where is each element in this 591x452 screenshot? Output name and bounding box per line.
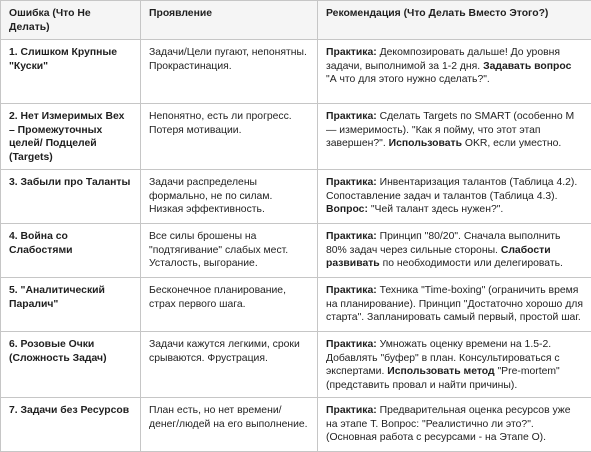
recommendation-emphasis: Практика: [326,111,377,122]
manifestation-cell: Задачи распределены формально, не по силам. Низкая эффективность. [141,170,318,224]
recommendation-cell [318,332,591,398]
recommendation-cell [318,224,591,278]
recommendation-text: Предварительная оценка ресурсов уже на этапе T. Вопрос: "Реалистично ли это?". (Основная работа с ресурсами - на Этапе O). [326,405,571,443]
manifestation-cell: План есть, но нет времени/денег/людей на его выполнение. [141,398,318,452]
recommendation-cell [318,278,591,332]
recommendation-emphasis: Использовать [389,138,462,149]
recommendation-emphasis: Практика: [326,405,377,416]
recommendation-emphasis: Вопрос: [326,204,368,215]
recommendation-emphasis: Практика: [326,285,377,296]
mistake-cell: 2. Нет Измеримых Вех – Промежуточных целей/ Подцелей (Targets) [1,104,141,170]
recommendation-text: по необходимости или делегировать. [380,258,563,269]
manifestation-cell: Задачи кажутся легкими, сроки срываются. Фрустрация. [141,332,318,398]
recommendation-emphasis: Практика: [326,231,377,242]
table-row [1,278,591,332]
recommendation-text: Принцип "80/20". Сначала выполнить 80% задач через сильные стороны. [326,231,560,256]
recommendation-text: Инвентаризация талантов (Таблица 4.2). Сопоставление задач и талантов (Таблица 4.3). [326,177,577,202]
recommendation-text: "Чей талант здесь нужен?". [368,204,503,215]
recommendation-cell [318,104,591,170]
recommendation-text: Декомпозировать дальше! До уровня задачи, выполнимой за 1-2 дня. [326,47,560,72]
recommendation-text: "А что для этого нужно сделать?". [326,74,490,85]
table-row [1,104,591,170]
mistake-cell: 6. Розовые Очки (Сложность Задач) [1,332,141,398]
table-row [1,332,591,398]
recommendation-cell [318,170,591,224]
recommendation-text: Сделать Targets по SMART (особенно M — измеримость). "Как я пойму, что этот этап завершен?". [326,111,574,149]
manifestation-cell: Все силы брошены на "подтягивание" слабых мест. Усталость, выгорание. [141,224,318,278]
manifestation-cell: Непонятно, есть ли прогресс. Потеря мотивации. [141,104,318,170]
recommendation-text: Техника "Time-boxing" (ограничить время на планирование). Принцип "Достаточно хорошо для старта". Запланировать самый первый, простой шаг. [326,285,583,323]
mistake-cell: 5. "Аналитический Паралич" [1,278,141,332]
recommendation-emphasis: Использовать метод [387,366,494,377]
header-manifestation: Проявление [141,1,318,40]
header-mistake: Ошибка (Что Не Делать) [1,1,141,40]
manifestation-cell: Задачи/Цели пугают, непонятны. Прокрастинация. [141,40,318,104]
recommendation-emphasis: Задавать вопрос [483,61,571,72]
mistake-cell: 3. Забыли про Таланты [1,170,141,224]
table-row [1,224,591,278]
recommendation-emphasis: Практика: [326,47,377,58]
recommendation-emphasis: Практика: [326,339,377,350]
header-row [1,1,591,40]
manifestation-cell: Бесконечное планирование, страх первого шага. [141,278,318,332]
recommendation-text: Умножать оценку времени на 1.5-2. Добавлять "буфер" в план. Консультироваться с экспертами. [326,339,560,377]
mistake-cell: 7. Задачи без Ресурсов [1,398,141,452]
mistake-cell: 4. Война со Слабостями [1,224,141,278]
recommendation-text: "Pre-mortem" (представить провал и найти причины). [326,366,560,391]
mistake-cell: 1. Слишком Крупные "Куски" [1,40,141,104]
recommendation-emphasis: Слабости развивать [326,245,551,270]
table-row [1,170,591,224]
header-recommendation: Рекомендация (Что Делать Вместо Этого?) [318,1,591,40]
recommendation-text: OKR, если уместно. [462,138,561,149]
table-row [1,40,591,104]
recommendation-cell [318,40,591,104]
recommendation-emphasis: Практика: [326,177,377,188]
